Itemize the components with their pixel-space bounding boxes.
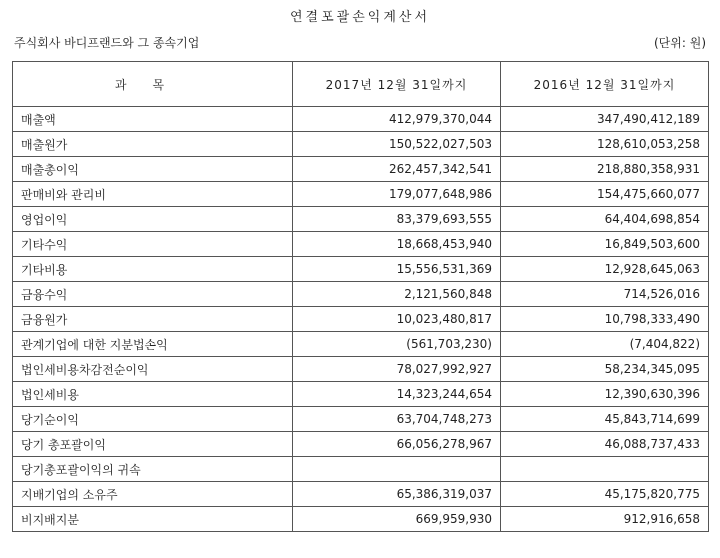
table-row: [13, 407, 709, 432]
value-2017: 15,556,531,369: [293, 257, 501, 282]
table-row: [13, 357, 709, 382]
value-2016: 12,928,645,063: [501, 257, 709, 282]
value-2017: 63,704,748,273: [293, 407, 501, 432]
row-label: 비지배지분: [13, 507, 293, 532]
table-row: [13, 207, 709, 232]
table-row: [13, 307, 709, 332]
value-2017: 83,379,693,555: [293, 207, 501, 232]
table-row: [13, 182, 709, 207]
value-2016: 714,526,016: [501, 282, 709, 307]
value-2016: 154,475,660,077: [501, 182, 709, 207]
row-label: 법인세비용: [13, 382, 293, 407]
row-label: 법인세비용차감전순이익: [13, 357, 293, 382]
row-label: 관계기업에 대한 지분법손익: [13, 332, 293, 357]
header-2017: 2017년 12월 31일까지: [293, 62, 501, 107]
value-2016: 10,798,333,490: [501, 307, 709, 332]
value-2017: 669,959,930: [293, 507, 501, 532]
value-2016: (7,404,822): [501, 332, 709, 357]
header-2016: 2016년 12월 31일까지: [501, 62, 709, 107]
header-subject: 과목: [13, 62, 293, 107]
row-label: 당기총포괄이익의 귀속: [13, 457, 293, 482]
table-row: [13, 457, 709, 482]
row-label: 당기 총포괄이익: [13, 432, 293, 457]
header-row: [13, 62, 709, 107]
value-2017: 10,023,480,817: [293, 307, 501, 332]
value-2017: 179,077,648,986: [293, 182, 501, 207]
table-row: [13, 482, 709, 507]
value-2017: 150,522,027,503: [293, 132, 501, 157]
value-2017: 78,027,992,927: [293, 357, 501, 382]
value-2016: 45,843,714,699: [501, 407, 709, 432]
value-2016: 912,916,658: [501, 507, 709, 532]
value-2016: 58,234,345,095: [501, 357, 709, 382]
income-statement-table: [12, 61, 709, 532]
table-row: [13, 332, 709, 357]
table-row: [13, 432, 709, 457]
table-row: [13, 157, 709, 182]
value-2017: 2,121,560,848: [293, 282, 501, 307]
value-2016: 46,088,737,433: [501, 432, 709, 457]
table-row: [13, 132, 709, 157]
row-label: 영업이익: [13, 207, 293, 232]
value-2016: 16,849,503,600: [501, 232, 709, 257]
value-2016: 128,610,053,258: [501, 132, 709, 157]
row-label: 금융원가: [13, 307, 293, 332]
row-label: 금융수익: [13, 282, 293, 307]
value-2016: 12,390,630,396: [501, 382, 709, 407]
value-2016: 218,880,358,931: [501, 157, 709, 182]
value-2017: 14,323,244,654: [293, 382, 501, 407]
value-2016: 45,175,820,775: [501, 482, 709, 507]
row-label: 기타수익: [13, 232, 293, 257]
row-label: 지배기업의 소유주: [13, 482, 293, 507]
value-2016: 347,490,412,189: [501, 107, 709, 132]
value-2016: 64,404,698,854: [501, 207, 709, 232]
row-label: 매출총이익: [13, 157, 293, 182]
table-row: [13, 507, 709, 532]
row-label: 매출액: [13, 107, 293, 132]
row-label: 판매비와 관리비: [13, 182, 293, 207]
table-row: [13, 232, 709, 257]
value-2017: 65,386,319,037: [293, 482, 501, 507]
value-2017: 262,457,342,541: [293, 157, 501, 182]
row-label: 당기순이익: [13, 407, 293, 432]
company-name: 주식회사 바디프랜드와 그 종속기업: [14, 36, 200, 50]
statement-title: 연결포괄손익계산서: [289, 10, 431, 25]
value-2017: 412,979,370,044: [293, 107, 501, 132]
value-2017: (561,703,230): [293, 332, 501, 357]
value-2017: 66,056,278,967: [293, 432, 501, 457]
row-label: 매출원가: [13, 132, 293, 157]
table-row: [13, 107, 709, 132]
table-row: [13, 257, 709, 282]
value-2016: [501, 457, 709, 482]
row-label: 기타비용: [13, 257, 293, 282]
value-2017: 18,668,453,940: [293, 232, 501, 257]
value-2017: [293, 457, 501, 482]
table-row: [13, 382, 709, 407]
unit-label: (단위: 원): [654, 36, 706, 50]
table-row: [13, 282, 709, 307]
